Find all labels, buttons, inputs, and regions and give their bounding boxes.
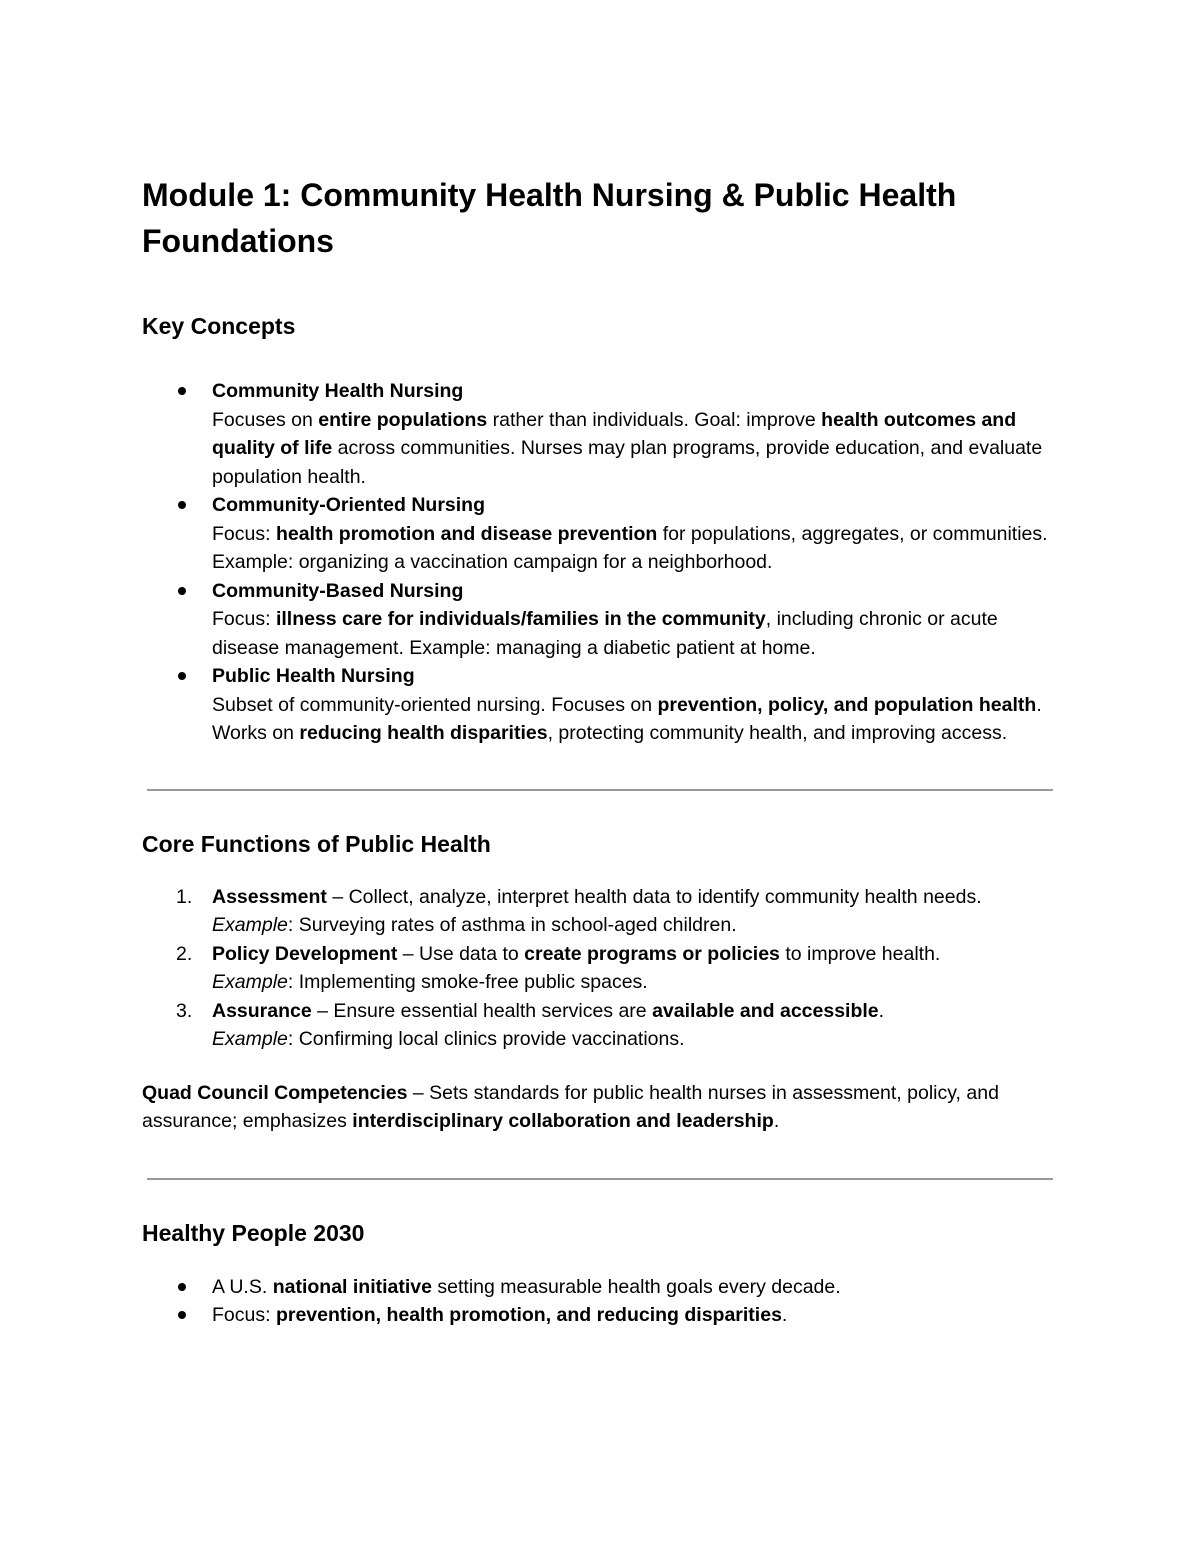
item-description — [212, 1000, 884, 1022]
horizontal-divider — [147, 1178, 1053, 1180]
bold-text: Quad Council Competencies — [142, 1081, 408, 1104]
list-item — [142, 940, 1060, 997]
list-number: 2. — [176, 942, 193, 965]
item-text — [212, 1304, 787, 1326]
bold-text: Policy Development — [212, 942, 398, 965]
list-item — [142, 377, 1060, 491]
horizontal-divider — [147, 789, 1053, 791]
example-label: Example — [212, 971, 288, 993]
bold-text: entire populations — [318, 408, 488, 431]
item-description — [212, 409, 1042, 488]
item-title: Community Health Nursing — [212, 380, 464, 402]
bold-text: reducing health disparities — [299, 722, 548, 744]
text-run: Focus: — [212, 608, 276, 630]
bullet-icon — [178, 672, 186, 680]
core-functions-list — [142, 883, 1060, 1054]
list-item — [142, 1301, 1060, 1330]
item-description — [212, 694, 1042, 745]
bold-text: health outcomes and quality of life — [212, 408, 1017, 459]
text-run: . — [773, 1110, 780, 1132]
example-text: : Surveying rates of asthma in school-aged children. — [287, 914, 737, 936]
text-run: – Collect, analyze, interpret health data to identify community health needs. — [326, 885, 982, 908]
bold-text: Assessment — [212, 885, 327, 908]
bold-text: prevention, health promotion, and reducing disparities — [275, 1304, 782, 1326]
text-run: . — [878, 999, 885, 1022]
list-item — [142, 1273, 1060, 1302]
item-text — [212, 1276, 841, 1298]
quad-council-paragraph — [142, 1079, 1060, 1136]
item-description — [212, 523, 1048, 574]
item-title: Public Health Nursing — [212, 665, 415, 687]
text-run: Focus: — [212, 1304, 276, 1326]
document-page — [142, 172, 1060, 1330]
text-run: – Ensure essential health services are — [311, 999, 653, 1022]
bold-text: Assurance — [212, 999, 312, 1022]
bold-text: health promotion and disease prevention — [275, 522, 658, 545]
list-item — [142, 997, 1060, 1054]
bullet-icon — [178, 1311, 186, 1319]
bold-text: available and accessible — [652, 999, 879, 1022]
item-title: Community-Based Nursing — [212, 579, 464, 602]
text-run: – Use data to — [397, 942, 525, 965]
section-heading-healthy-people: Healthy People 2030 — [142, 1219, 365, 1246]
text-run: rather than individuals. Goal: improve — [487, 408, 822, 431]
bullet-icon — [178, 501, 186, 509]
bold-text: create programs or policies — [524, 942, 780, 965]
section-heading-core-functions: Core Functions of Public Health — [142, 830, 491, 857]
list-item — [142, 662, 1060, 748]
bullet-icon — [178, 1283, 186, 1291]
text-run: setting measurable health goals every decade. — [431, 1275, 841, 1298]
list-number: 1. — [176, 885, 193, 908]
text-run: for populations, aggregates, or communities. Example: organizing a vaccination campaign for a neighborhood. — [212, 522, 1048, 573]
page-title: Module 1: Community Health Nursing & Public Health Foundations — [142, 177, 957, 259]
section-heading-key-concepts: Key Concepts — [142, 313, 296, 339]
text-run: to improve health. — [779, 942, 941, 965]
bullet-icon — [178, 587, 186, 595]
text-run: Focus: — [212, 522, 276, 545]
text-run: Focuses on — [212, 408, 319, 431]
bullet-icon — [178, 387, 186, 395]
text-run: . Works on — [212, 693, 1042, 744]
item-description — [212, 608, 998, 659]
item-description — [212, 943, 940, 965]
example-label: Example — [212, 1028, 288, 1050]
list-item — [142, 883, 1060, 940]
text-run: across communities. Nurses may plan programs, provide education, and evaluate population health. — [212, 437, 1043, 488]
text-run: A U.S. — [212, 1275, 273, 1298]
list-item — [142, 577, 1060, 663]
item-description — [212, 886, 982, 908]
text-run: Subset of community-oriented nursing. Focuses on — [212, 693, 658, 716]
bold-text: illness care for individuals/families in the community — [275, 608, 766, 630]
text-run: , including chronic or acute disease management. Example: managing a diabetic patient at home. — [212, 608, 998, 659]
text-run: – Sets standards for public health nurses in assessment, policy, and assurance; emphasizes — [142, 1081, 999, 1132]
item-title: Community-Oriented Nursing — [212, 494, 486, 516]
healthy-people-list — [142, 1273, 1060, 1330]
list-item — [142, 491, 1060, 577]
list-number: 3. — [176, 999, 193, 1022]
key-concepts-list — [142, 377, 1060, 748]
bold-text: prevention, policy, and population health — [657, 693, 1037, 716]
text-run: . — [781, 1304, 788, 1326]
example-text: : Confirming local clinics provide vaccinations. — [287, 1028, 685, 1050]
example-text: : Implementing smoke-free public spaces. — [287, 971, 648, 993]
example-label: Example — [212, 914, 288, 936]
bold-text: national initiative — [272, 1275, 432, 1298]
bold-text: interdisciplinary collaboration and leadership — [352, 1110, 774, 1132]
text-run: , protecting community health, and improving access. — [547, 722, 1008, 744]
